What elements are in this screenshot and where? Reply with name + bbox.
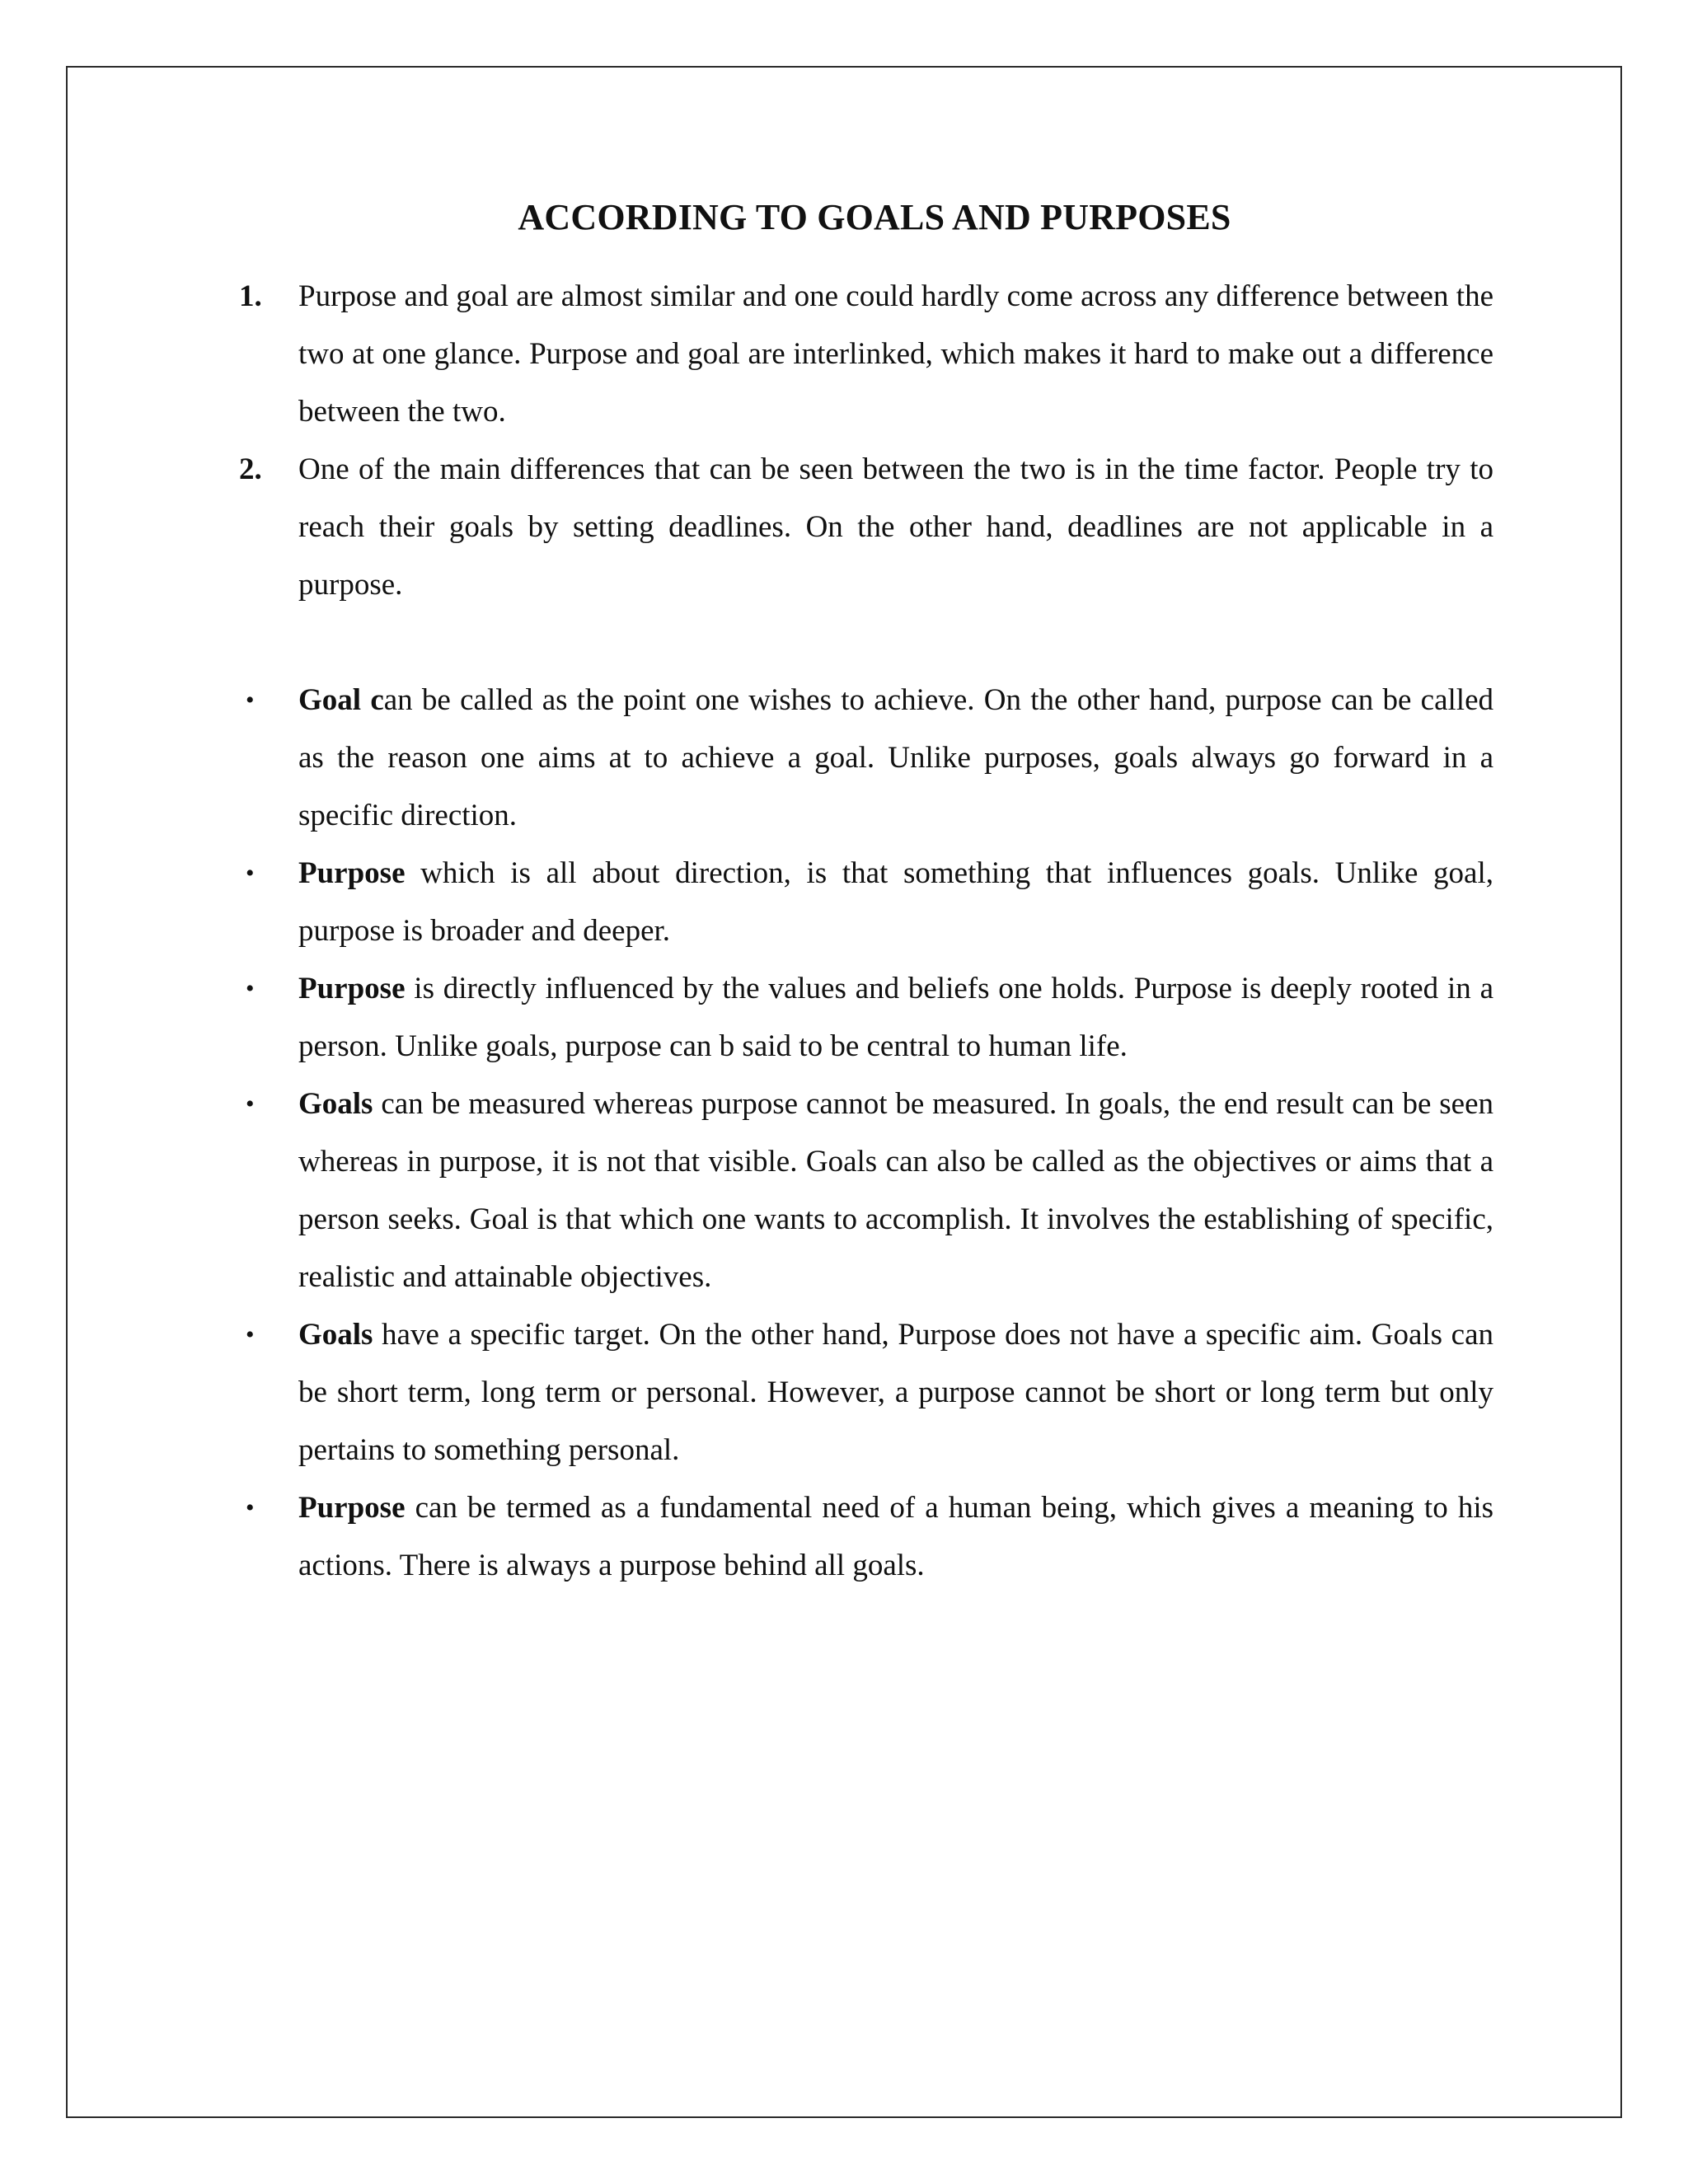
bold-term: Goals (298, 1086, 373, 1121)
spacer (239, 614, 1493, 672)
document-content (239, 196, 1493, 1595)
list-item (239, 1306, 1493, 1479)
list-item-text: can be termed as a fundamental need of a human being, which gives a meaning to his actions. There is always a purpose behind all goals. (298, 1490, 1493, 1582)
list-item (239, 960, 1493, 1076)
numbered-list (239, 268, 1493, 614)
bold-term: Purpose (298, 1490, 406, 1525)
bold-term: Goal c (298, 682, 384, 717)
bold-term: Goals (298, 1317, 373, 1352)
list-item-text: have a specific target. On the other hand, Purpose does not have a specific aim. Goals can be short term, long term or personal. However, a purpose cannot be short or long term but only pertains to something personal. (298, 1317, 1493, 1467)
bullet-icon: • (246, 974, 255, 1002)
page-title: ACCORDING TO GOALS AND PURPOSES (518, 197, 1231, 237)
bullet-list (239, 672, 1493, 1595)
bullet-icon: • (246, 1320, 255, 1348)
bullet-icon: • (246, 1090, 255, 1118)
list-item (239, 1479, 1493, 1595)
list-item (239, 672, 1493, 845)
list-item (239, 845, 1493, 960)
list-number: 1. (239, 279, 262, 313)
list-item-text: which is all about direction, is that something that influences goals. Unlike goal, purpose is broader and deeper. (298, 855, 1493, 948)
list-item-text: an be called as the point one wishes to achieve. On the other hand, purpose can be called as the reason one aims at to achieve a goal. Unlike purposes, goals always go forward in a specific direction. (298, 682, 1493, 832)
bullet-icon: • (246, 859, 255, 887)
list-item-text: is directly influenced by the values and beliefs one holds. Purpose is deeply rooted in a person. Unlike goals, purpose can b said to be central to human life. (298, 971, 1493, 1063)
bullet-icon: • (246, 1493, 255, 1521)
list-item (239, 441, 1493, 614)
bold-term: Purpose (298, 855, 406, 890)
list-item (239, 1076, 1493, 1306)
bold-term: Purpose (298, 971, 406, 1005)
list-item-text: can be measured whereas purpose cannot be measured. In goals, the end result can be seen whereas in purpose, it is not that visible. Goals can also be called as the objectives or aims that a person seeks. Goal is that which one wants to accomplish. It involves the establishing of specific, realistic and attainable objectives. (298, 1086, 1493, 1294)
list-item-text: One of the main differences that can be seen between the two is in the time factor. People try to reach their goals by setting deadlines. On the other hand, deadlines are not applicable in a purpose. (298, 452, 1493, 602)
list-item-text: Purpose and goal are almost similar and one could hardly come across any difference between the two at one glance. Purpose and goal are interlinked, which makes it hard to make out a difference between the two. (298, 279, 1493, 429)
list-number: 2. (239, 452, 262, 486)
bullet-icon: • (246, 686, 255, 714)
list-item (239, 268, 1493, 441)
